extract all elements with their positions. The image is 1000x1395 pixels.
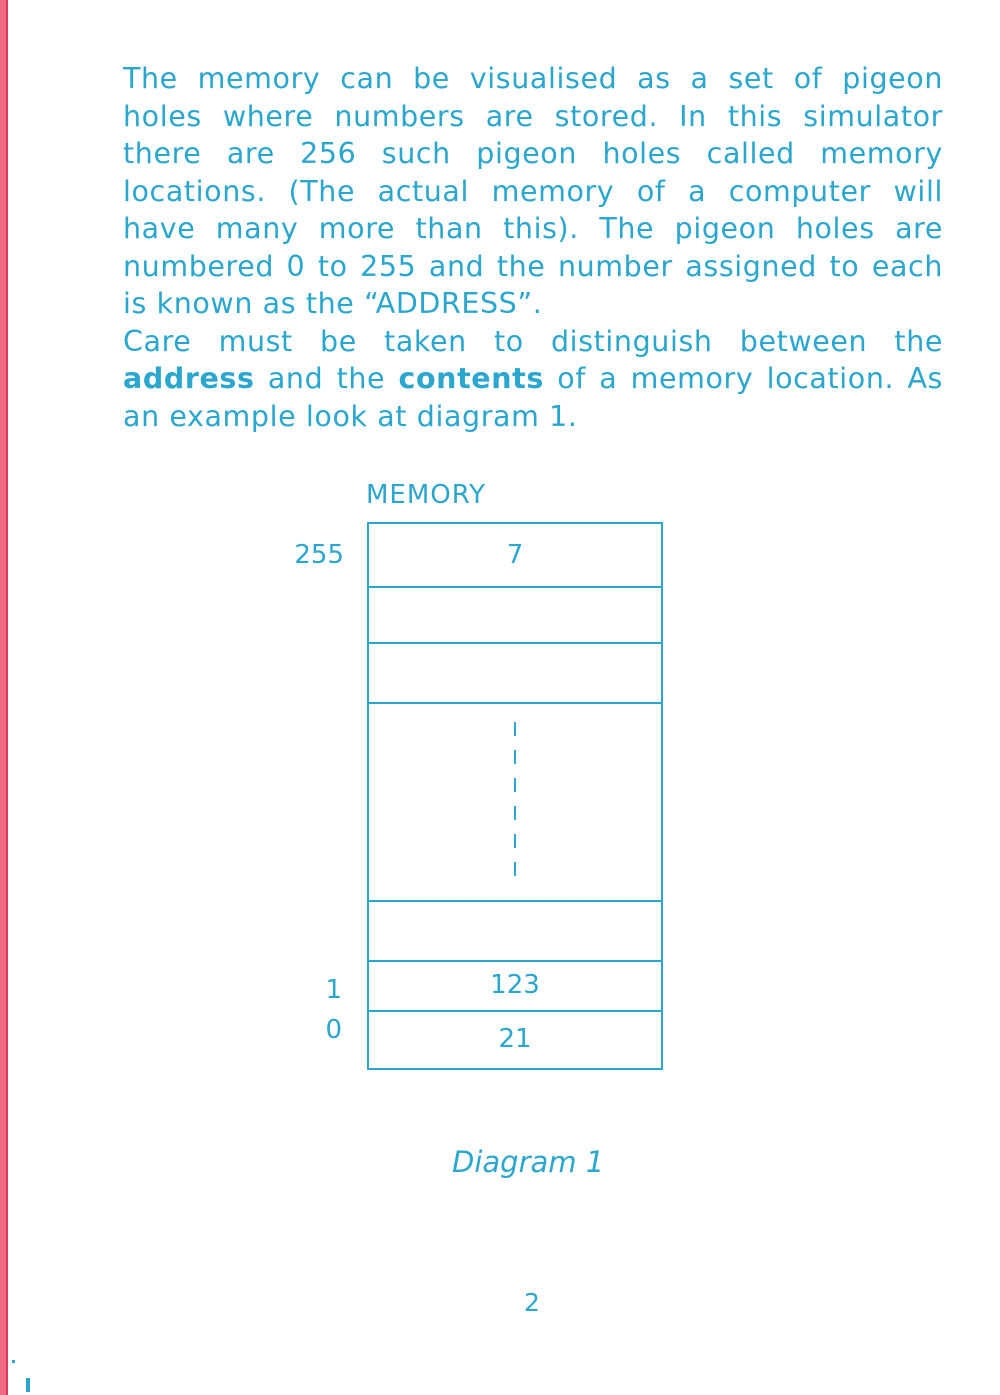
text-line: locations. (The actual memory of a computer will: [123, 174, 943, 208]
bold-term-contents: contents: [398, 362, 544, 395]
page-number: 2: [524, 1288, 540, 1317]
memory-cell-1: [369, 960, 661, 1012]
memory-cell-ellipsis: [369, 702, 661, 902]
paragraph-1: [123, 60, 943, 323]
memory-diagram: [367, 522, 663, 1070]
memory-cell-255: [369, 524, 661, 588]
text-line: Care must be taken to distinguish between the: [123, 324, 943, 358]
address-label-255: 255: [294, 540, 344, 570]
diagram-caption: Diagram 1: [452, 1145, 605, 1179]
body-text: [123, 60, 943, 435]
text-line: an example look at diagram 1.: [123, 399, 578, 433]
text-fragment: of a memory location. As: [543, 362, 944, 395]
scan-speck: [26, 1378, 30, 1392]
text-line: is known as the “ADDRESS”.: [123, 287, 543, 320]
scan-speck: [12, 1360, 15, 1363]
text-line: The memory can be visualised as a set of pigeon: [123, 62, 943, 95]
memory-cell-0: [369, 1010, 661, 1068]
bold-term-address: address: [123, 362, 255, 395]
text-line: holes where numbers are stored. In this simulator: [123, 99, 943, 133]
text-line: there are 256 such pigeon holes called memory: [123, 137, 943, 170]
memory-value-255: 7: [506, 540, 524, 570]
text-fragment: and the: [254, 362, 399, 395]
text-line: numbered 0 to 255 and the number assigned to each: [123, 249, 943, 283]
memory-cell-empty: [369, 586, 661, 644]
text-line-mixed: [123, 360, 943, 398]
vertical-ellipsis-line: [514, 722, 516, 882]
address-label-1: 1: [325, 975, 342, 1005]
address-label-0: 0: [325, 1015, 342, 1045]
paragraph-2: [123, 323, 943, 436]
text-line: have many more than this). The pigeon holes are: [123, 212, 943, 245]
memory-value-0: 21: [498, 1024, 532, 1054]
memory-value-1: 123: [490, 970, 540, 1000]
memory-diagram-title: MEMORY: [366, 480, 487, 510]
memory-cell-empty: [369, 900, 661, 962]
memory-cell-empty: [369, 642, 661, 704]
page-edge-stripe: [0, 0, 11, 1395]
